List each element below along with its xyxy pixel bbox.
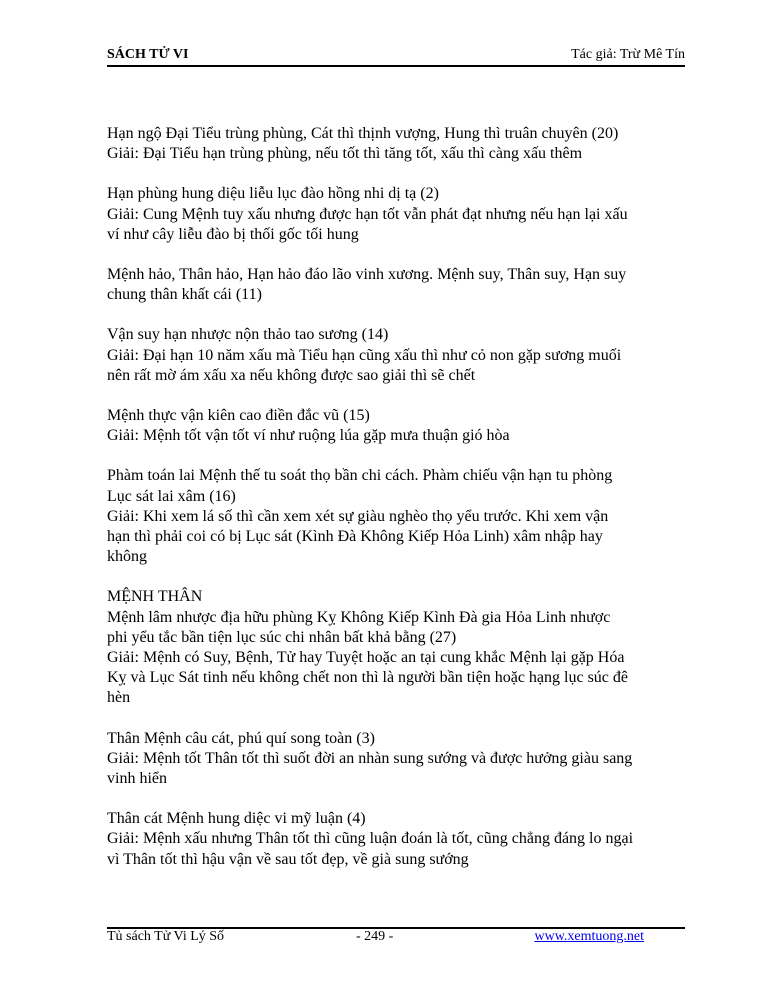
page-footer <box>107 929 685 947</box>
paragraph <box>107 406 687 446</box>
text-line: hèn <box>107 689 131 707</box>
text-line: Lục sát lai xâm (16) <box>107 487 236 505</box>
text-line: Giải: Mệnh xấu nhưng Thân tốt thì cũng luận đoán là tốt, cũng chẳng đáng lo ngại <box>107 830 634 848</box>
text-line: Thân Mệnh câu cát, phú quí song toàn (3) <box>107 729 375 747</box>
paragraph <box>107 809 687 870</box>
header-divider <box>107 65 685 67</box>
text-line: Hạn phùng hung diệu liễu lục đào hồng nhi dị tạ (2) <box>107 185 439 203</box>
text-line: MỆNH THÂN <box>107 588 203 606</box>
paragraph <box>107 265 687 305</box>
paragraph <box>107 466 687 567</box>
text-line: vinh hiển <box>107 770 167 788</box>
page-header <box>107 44 685 66</box>
text-line: Giải: Đại Tiểu hạn trùng phùng, nếu tốt thì tăng tốt, xấu thì càng xấu thêm <box>107 145 583 163</box>
page-body <box>107 124 687 890</box>
paragraph <box>107 325 687 386</box>
text-line: Giải: Khi xem lá số thì cần xem xét sự giàu nghèo thọ yểu trước. Khi xem vận <box>107 507 609 525</box>
text-line: Mệnh hảo, Thân hảo, Hạn hảo đáo lão vinh xương. Mệnh suy, Thân suy, Hạn suy <box>107 266 627 284</box>
text-line: Hạn ngộ Đại Tiểu trùng phùng, Cát thì thịnh vượng, Hung thì truân chuyên (20) <box>107 125 619 142</box>
text-line: hạn thì phải coi có bị Lục sát (Kình Đà Không Kiếp Hỏa Linh) xâm nhập hay <box>107 528 603 546</box>
text-line: Vận suy hạn nhược nộn thảo tao sương (14) <box>107 326 389 344</box>
text-line: ví như cây liễu đào bị thối gốc tối hung <box>107 225 359 243</box>
paragraph <box>107 124 687 164</box>
text-line: Giải: Cung Mệnh tuy xấu nhưng được hạn tốt vẫn phát đạt nhưng nếu hạn lại xấu <box>107 205 628 223</box>
text-line: chung thân khất cái (11) <box>107 286 262 304</box>
text-line: nên rất mờ ám xấu xa nếu không được sao giải thì sẽ chết <box>107 366 476 384</box>
text-line: Giải: Mệnh có Suy, Bệnh, Tử hay Tuyệt hoặc an tại cung khắc Mệnh lại gặp Hóa <box>107 649 625 667</box>
text-line: Giải: Đại hạn 10 năm xấu mà Tiểu hạn cũng xấu thì như cỏ non gặp sương muối <box>107 346 622 364</box>
text-line: phi yểu tắc bần tiện lục súc chi nhân bất khả bằng (27) <box>107 628 457 646</box>
author-label: Tác giả: Trừ Mê Tín <box>571 47 685 62</box>
text-line: Giải: Mệnh tốt vận tốt ví như ruộng lúa gặp mưa thuận gió hòa <box>107 427 510 445</box>
text-line: không <box>107 548 147 566</box>
text-line: Kỵ và Lục Sát tinh nếu không chết non thì là người bần tiện hoặc hạng lục súc đê <box>107 669 629 687</box>
text-line: Thân cát Mệnh hung diệc vi mỹ luận (4) <box>107 810 366 828</box>
text-line: vì Thân tốt thì hậu vận về sau tốt đẹp, về già sung sướng <box>107 850 469 868</box>
website-link[interactable]: www.xemtuong.net <box>534 929 644 944</box>
page-number: - 249 - <box>356 929 394 944</box>
footer-series-title: Tủ sách Tử Vi Lý Số <box>107 929 225 944</box>
paragraph <box>107 184 687 245</box>
text-line: Phàm toán lai Mệnh thế tu soát thọ bần chi cách. Phàm chiếu vận hạn tu phòng <box>107 467 613 485</box>
text-line: Giải: Mệnh tốt Thân tốt thì suốt đời an nhàn sung sướng và được hưởng giàu sang <box>107 749 633 767</box>
text-line: Mệnh thực vận kiên cao điền đắc vũ (15) <box>107 407 370 425</box>
paragraph <box>107 729 687 790</box>
paragraph <box>107 587 687 708</box>
book-title: SÁCH TỬ VI <box>107 47 189 62</box>
text-line: Mệnh lâm nhược địa hữu phùng Kỵ Không Kiếp Kình Đà gia Hỏa Linh nhược <box>107 608 611 626</box>
